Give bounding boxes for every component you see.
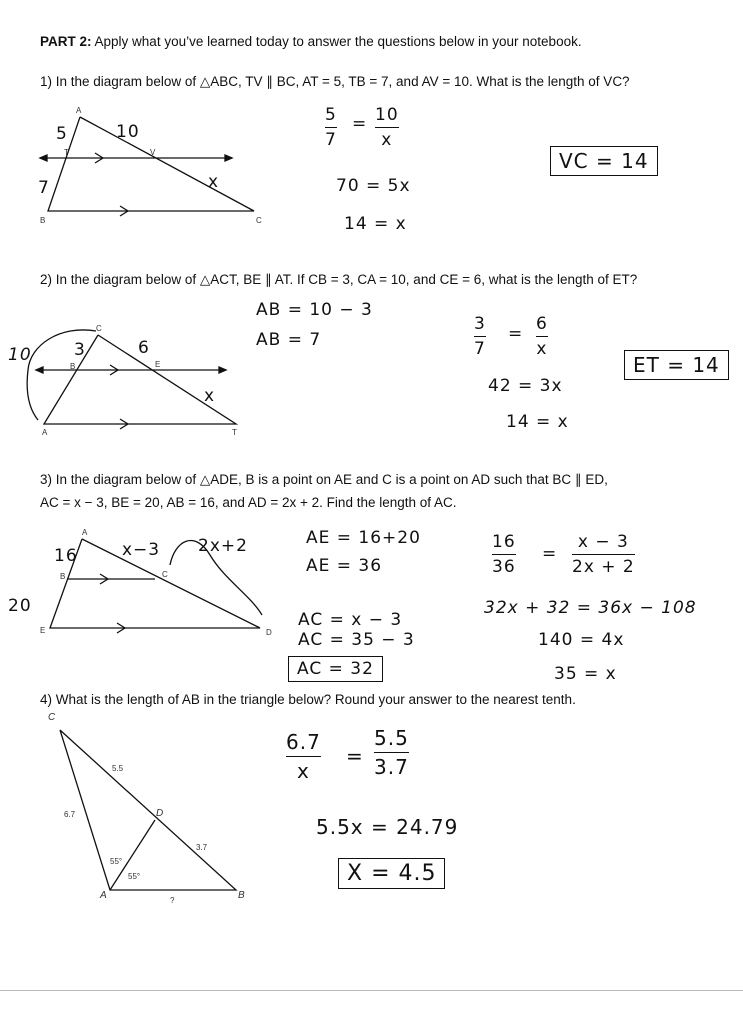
q2-ab-line1: AB = 10 − 3 [256,300,373,320]
q2-line2: 14 = x [506,412,569,432]
q1-hand-5: 5 [56,124,68,144]
q3-frac-r-num: x − 3 [577,532,629,552]
q3-label-c: C [162,570,168,579]
q4-fraction-right [374,726,409,779]
q4-frac-l-num: 6.7 [286,730,321,754]
q1-line2: 14 = x [344,214,407,234]
q3-fraction-right [572,532,635,577]
q3-hand-xm3: x−3 [122,540,161,560]
q4-label-a: A [100,890,107,901]
q2-frac-r-num: 6 [536,314,548,334]
q1-eq: = [352,114,368,134]
q1-diagram [40,117,254,216]
q2-answer-box: ET = 14 [624,350,729,380]
q3-ae-line1: AE = 16+20 [306,528,421,548]
q4-frac-r-num: 5.5 [374,726,409,750]
q3-label-b: B [60,572,66,581]
q3-hand-20: 20 [8,596,32,616]
q2-hand-x: x [204,386,216,406]
q3-line1: 32x + 32 = 36x − 108 [484,598,697,618]
q3-label-a: A [82,528,88,537]
q2-hand-10: 10 [8,345,32,365]
q1-frac-l-den: 7 [325,130,337,150]
question-3-text-line1: 3) In the diagram below of △ADE, B is a point on AE and C is a point on AD such that BC ∥ ED, [40,472,608,487]
q3-line2: 140 = 4x [538,630,625,650]
q2-label-t: T [232,428,237,437]
q1-label-a: A [76,106,82,115]
q4-frac-l-den: x [296,759,310,783]
q3-ac-line2: AC = 35 − 3 [298,630,415,650]
q4-triangle [60,730,236,890]
q1-label-b: B [40,216,46,225]
q3-fraction-left [492,532,516,577]
q1-frac-r-den: x [381,130,393,150]
q3-ae-line2: AE = 36 [306,556,383,576]
q1-fraction-left [325,105,337,150]
q1-triangle [48,117,254,211]
q2-label-b: B [70,362,76,371]
q2-hand-3: 3 [74,340,86,360]
bottom-rule [0,990,743,991]
q4-unknown: ? [170,896,175,905]
q2-label-e: E [155,360,161,369]
q2-hand-6: 6 [138,338,150,358]
q4-side-37: 3.7 [196,843,208,852]
q2-frac-l-den: 7 [474,339,486,359]
q2-line1: 42 = 3x [488,376,563,396]
q1-label-c: C [256,216,262,225]
q1-label-t: T [64,148,69,157]
q2-frac-r-den: x [536,339,548,359]
q4-side-55: 5.5 [112,764,124,773]
q4-label-d: D [156,808,164,819]
q4-fraction-left [286,730,321,783]
q4-diagram [60,730,236,890]
q3-ac-line1: AC = x − 3 [298,610,403,630]
q3-frac-l-num: 16 [492,532,516,552]
question-2-text: 2) In the diagram below of △ACT, BE ∥ AT. If CB = 3, CA = 10, and CE = 6, what is the length of ET? [40,272,638,287]
q1-hand-10: 10 [116,122,140,142]
q1-frac-r-num: 10 [375,105,399,125]
q3-answer-box: AC = 32 [288,656,383,682]
q3-frac-r-den: 2x + 2 [572,557,635,577]
q1-hand-x: x [208,172,220,192]
q4-side-67: 6.7 [64,810,76,819]
q4-angle-1: 55° [110,857,123,866]
part-label: PART 2: [40,34,92,49]
q1-hand-7: 7 [38,178,50,198]
q4-frac-r-den: 3.7 [374,755,409,779]
q1-frac-l-num: 5 [325,105,337,125]
part-instruction: Apply what you’ve learned today to answer the questions below in your notebook. [94,34,582,49]
q2-diagram [27,330,236,429]
q4-line1: 5.5x = 24.79 [316,815,459,839]
q2-label-c: C [96,324,102,333]
q2-label-a: A [42,428,48,437]
q3-eq: = [542,544,558,564]
q4-label-c: C [48,712,56,723]
q4-eq: = [346,744,364,768]
question-1-text: 1) In the diagram below of △ABC, TV ∥ BC, AT = 5, TB = 7, and AV = 10. What is the length of VC? [40,74,630,89]
q2-frac-l-num: 3 [474,314,486,334]
q2-ab-line2: AB = 7 [256,330,322,350]
q3-label-e: E [40,626,46,635]
q2-fraction-right [536,314,548,359]
q3-hand-2x2: 2x+2 [198,536,248,556]
q3-hand-16: 16 [54,546,78,566]
question-4-text: 4) What is the length of AB in the triangle below? Round your answer to the nearest tenth. [40,692,576,707]
q1-line1: 70 = 5x [336,176,411,196]
q1-fraction-right [375,105,399,150]
q4-answer-box: X = 4.5 [338,858,445,889]
q4-angle-2: 55° [128,872,141,881]
q1-label-v: V [150,148,156,157]
q1-answer-box: VC = 14 [550,146,658,176]
q3-frac-l-den: 36 [492,557,516,577]
q3-label-d: D [266,628,272,637]
q2-fraction-left [474,314,486,359]
q2-eq: = [508,324,524,344]
q3-line3: 35 = x [554,664,617,684]
q4-label-b: B [238,890,245,901]
question-3-text-line2: AC = x − 3, BE = 20, AB = 16, and AD = 2x + 2. Find the length of AC. [40,495,457,510]
